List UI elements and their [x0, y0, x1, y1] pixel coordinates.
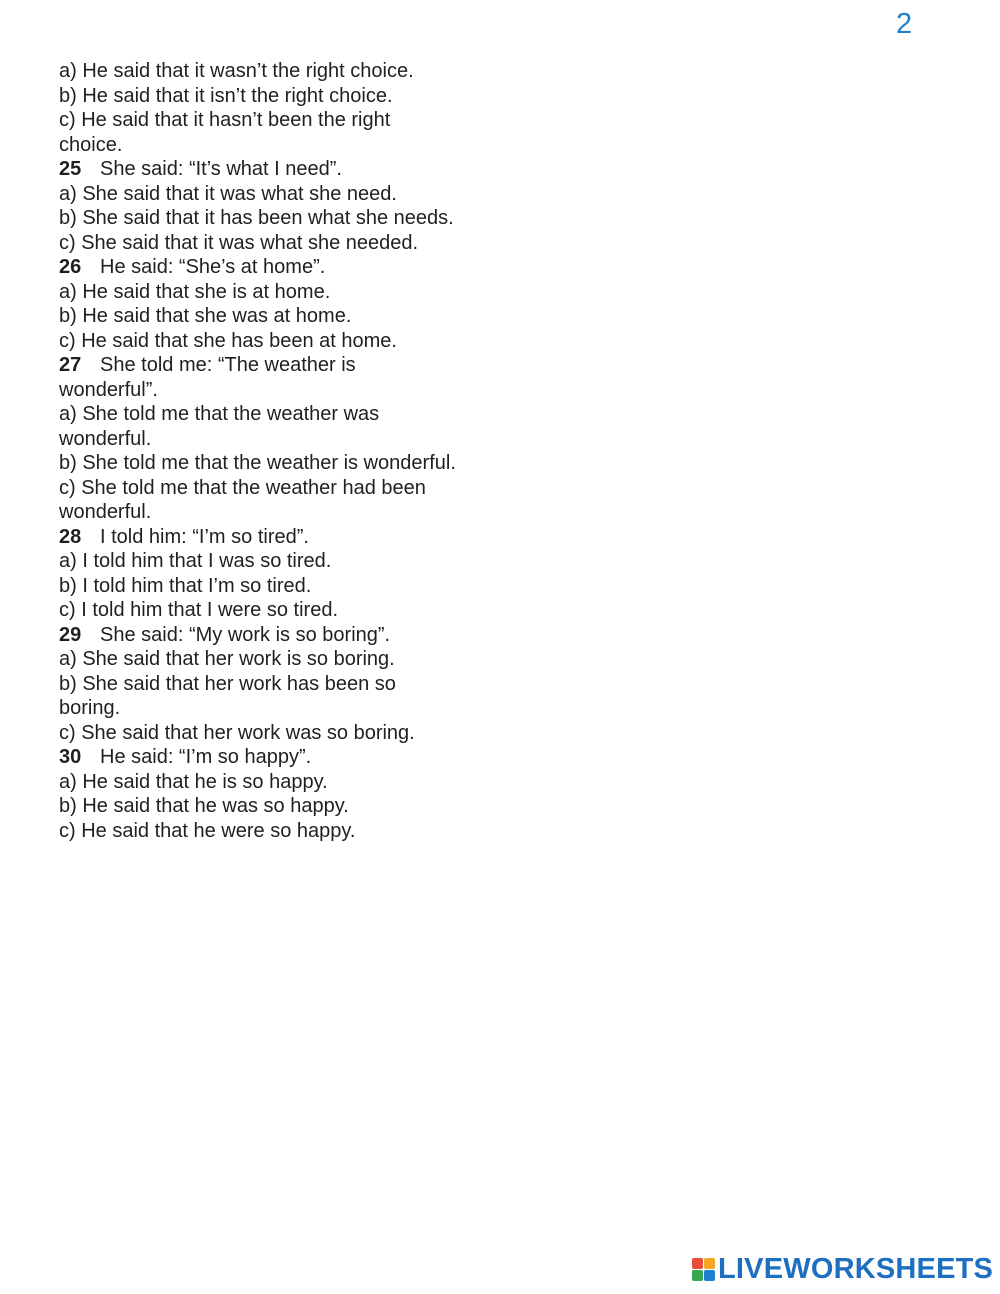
- answer-option: [59, 206, 459, 231]
- option-text: c) She told me that the weather had been wonderful.: [59, 476, 426, 523]
- answer-option: [59, 59, 459, 84]
- question-line: [59, 255, 459, 280]
- option-text: c) She said that it was what she needed.: [59, 231, 419, 254]
- question-line: [59, 623, 459, 648]
- question-number: 29: [59, 623, 82, 646]
- option-text: b) He said that she was at home.: [59, 305, 352, 327]
- answer-option: [59, 819, 459, 844]
- logo-mark-square: [704, 1258, 715, 1269]
- option-text: a) She said that her work is so boring.: [59, 648, 395, 670]
- question-text: He said: “She’s at home”.: [100, 256, 326, 278]
- question-text: I told him: “I’m so tired”.: [100, 525, 309, 548]
- answer-option: [59, 794, 459, 819]
- question-line: [59, 157, 459, 182]
- option-text: a) I told him that I was so tired.: [59, 550, 332, 572]
- answer-option: [59, 647, 459, 672]
- answer-option: [59, 329, 459, 354]
- answer-option: [59, 598, 459, 623]
- question-text: She told me: “The weather is wonderful”.: [59, 354, 356, 401]
- question-line: [59, 745, 459, 770]
- option-text: c) He said that it hasn’t been the right choice.: [59, 109, 391, 156]
- answer-option: [59, 451, 459, 476]
- answer-option: [59, 574, 459, 599]
- answer-option: [59, 280, 459, 305]
- option-text: a) He said that she is at home.: [59, 280, 331, 303]
- question-text: She said: “It’s what I need”.: [100, 158, 342, 180]
- question-line: [59, 353, 459, 402]
- option-text: b) She said that her work has been so boring.: [59, 672, 396, 719]
- option-text: b) I told him that I’m so tired.: [59, 574, 312, 597]
- option-text: b) He said that it isn’t the right choice.: [59, 84, 393, 107]
- answer-option: [59, 304, 459, 329]
- question-number: 25: [59, 158, 82, 180]
- question-line: [59, 525, 459, 550]
- logo-mark-square: [692, 1270, 703, 1281]
- answer-option: [59, 672, 459, 721]
- question-number: 27: [59, 354, 82, 376]
- option-text: c) I told him that I were so tired.: [59, 599, 338, 621]
- logo-mark-square: [692, 1258, 703, 1269]
- answer-option: [59, 402, 459, 451]
- liveworksheets-logo: [692, 1252, 993, 1286]
- option-text: a) She told me that the weather was wonderful.: [59, 403, 380, 450]
- logo-text: LIVEWORKSHEETS: [718, 1252, 994, 1285]
- question-text: She said: “My work is so boring”.: [100, 623, 391, 646]
- answer-option: [59, 721, 459, 746]
- question-number: 26: [59, 256, 82, 278]
- option-text: b) She said that it has been what she needs.: [59, 207, 454, 229]
- option-text: a) He said that he is so happy.: [59, 770, 328, 793]
- answer-option: [59, 770, 459, 795]
- question-number: 30: [59, 746, 82, 768]
- logo-mark-icon: [692, 1258, 715, 1281]
- page-number: 2: [896, 8, 913, 40]
- answer-option: [59, 84, 459, 109]
- answer-option: [59, 182, 459, 207]
- option-text: a) He said that it wasn’t the right choice.: [59, 60, 414, 82]
- answer-option: [59, 549, 459, 574]
- question-list: [59, 59, 459, 843]
- option-text: c) He said that he were so happy.: [59, 819, 356, 842]
- answer-option: [59, 476, 459, 525]
- logo-mark-square: [704, 1270, 715, 1281]
- option-text: c) She said that her work was so boring.: [59, 721, 415, 744]
- option-text: a) She said that it was what she need.: [59, 182, 397, 205]
- question-number: 28: [59, 525, 82, 548]
- answer-option: [59, 231, 459, 256]
- question-text: He said: “I’m so happy”.: [100, 746, 312, 768]
- option-text: b) She told me that the weather is wonderful.: [59, 452, 456, 474]
- option-text: c) He said that she has been at home.: [59, 329, 397, 352]
- option-text: b) He said that he was so happy.: [59, 795, 349, 817]
- answer-option: [59, 108, 459, 157]
